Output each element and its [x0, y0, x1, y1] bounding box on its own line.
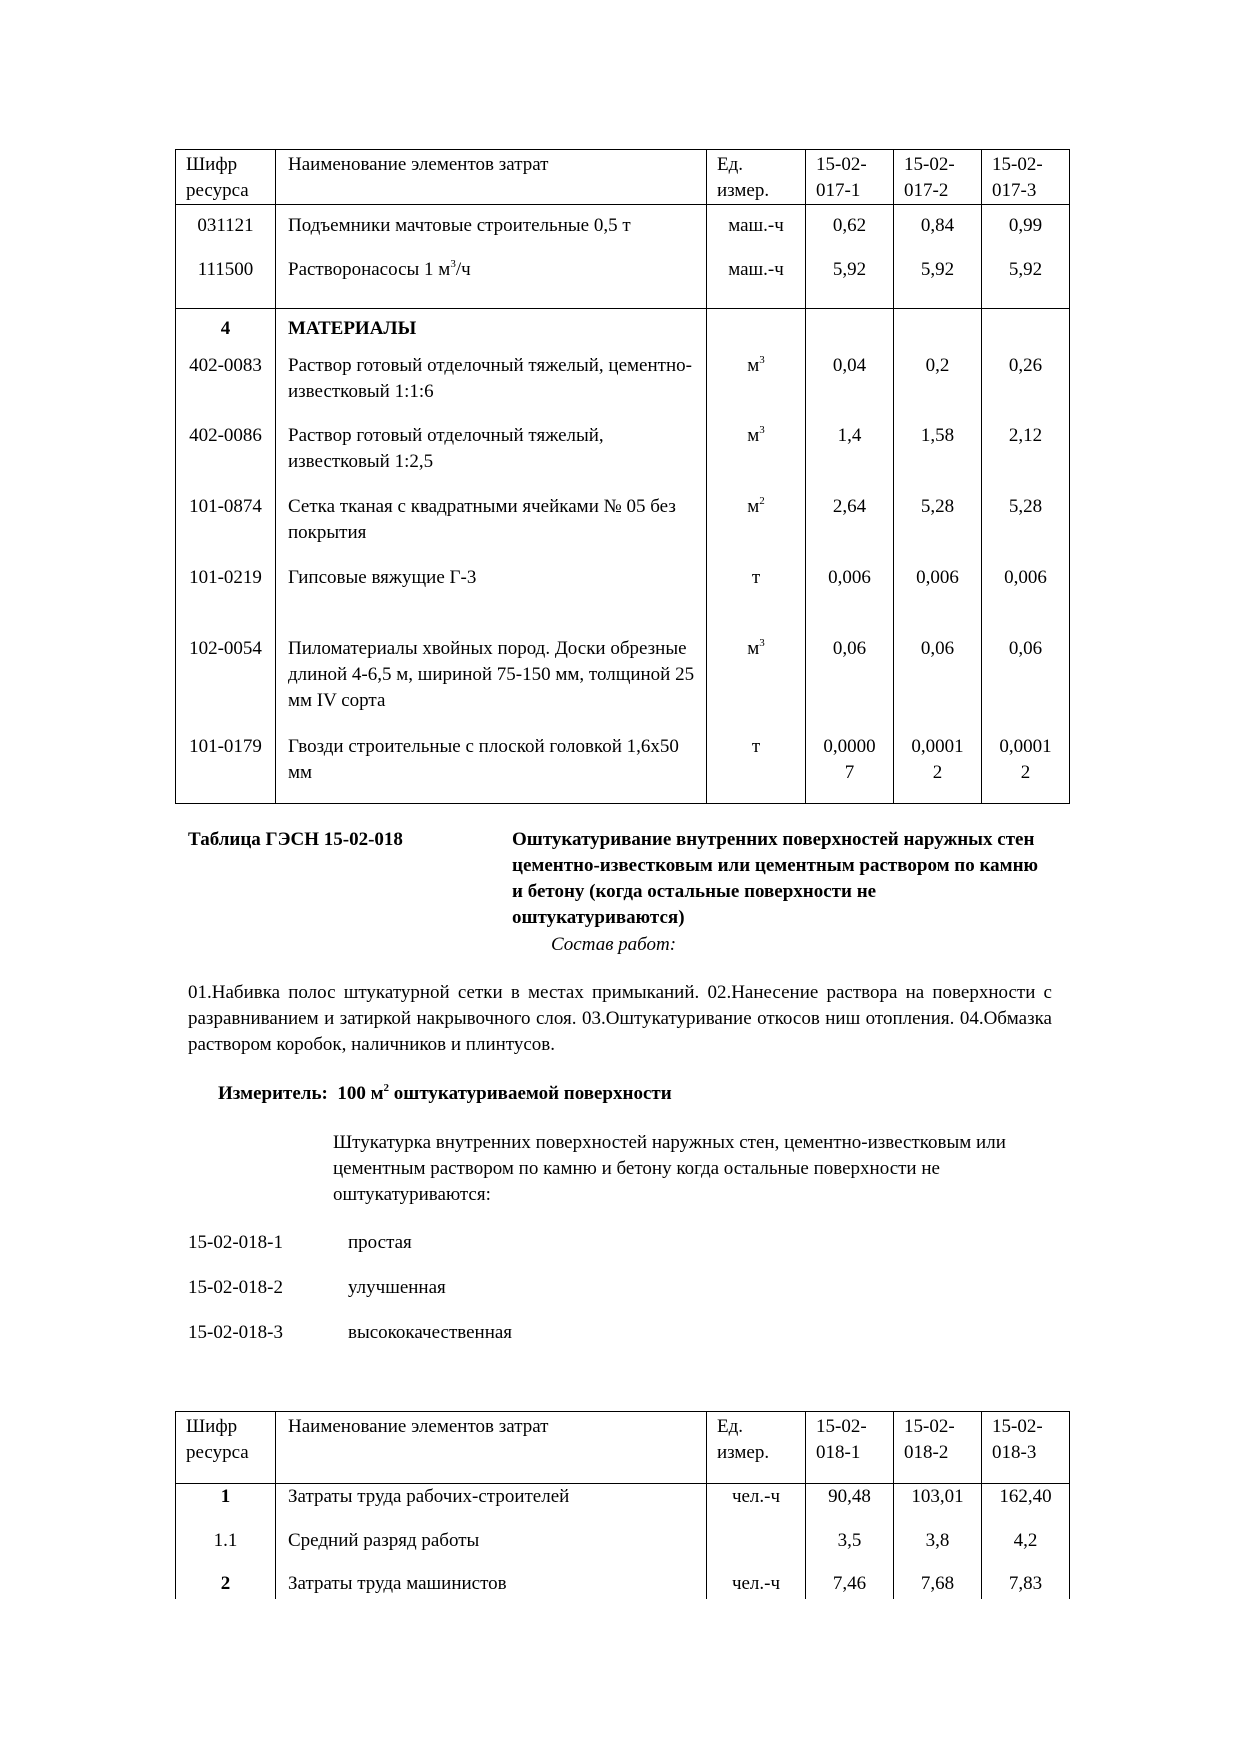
- variant-row: [188, 1320, 788, 1346]
- resource-table-15-02-017: [175, 149, 1070, 804]
- row-value-2: 0,2: [894, 349, 982, 419]
- variant-name: улучшенная: [348, 1277, 446, 1298]
- row-value-1: 0,006: [806, 561, 894, 632]
- description-text: Штукатурка внутренних поверхностей наружных стен, цементно-известковым или цементным раствором по камню и бетону когда остальные поверхности не оштукатуриваются:: [333, 1132, 1006, 1205]
- row-value-1: 90,48: [806, 1484, 894, 1526]
- row-name: [276, 249, 707, 309]
- variant-name: простая: [348, 1232, 412, 1253]
- row-value-3: 0,99: [982, 205, 1070, 249]
- row-code: 101-0179: [176, 730, 276, 804]
- row-unit: [707, 419, 806, 490]
- row-unit: [707, 1526, 806, 1569]
- variant-code: 15-02-018-3: [188, 1322, 283, 1343]
- variant-name: высококачественная: [348, 1322, 513, 1343]
- section-code: 4: [176, 309, 276, 349]
- row-value-2: 103,01: [894, 1484, 982, 1526]
- row-value-2: 5,28: [894, 490, 982, 561]
- row-name: Подъемники мачтовые строительные 0,5 т: [276, 205, 707, 249]
- unit-sup: 3: [759, 423, 765, 436]
- row-value-2: 0,84: [894, 205, 982, 249]
- table-row: [176, 490, 1070, 561]
- row-value-3: 162,40: [982, 1484, 1070, 1526]
- table-row: [176, 419, 1070, 490]
- row-name: Гипсовые вяжущие Г-3: [276, 561, 707, 632]
- resource-table-15-02-018: [175, 1411, 1070, 1599]
- row-value-2: 0,006: [894, 561, 982, 632]
- row-name: Затраты труда машинистов: [276, 1569, 707, 1599]
- unit-text: м: [747, 637, 760, 659]
- meter-label: Измеритель:: [218, 1083, 328, 1104]
- composition-heading: Состав работ:: [551, 934, 677, 955]
- table-row: [176, 249, 1070, 309]
- table-row: [176, 1484, 1070, 1526]
- row-name: Средний разряд работы: [276, 1526, 707, 1569]
- row-unit: [707, 349, 806, 419]
- variant-row: [188, 1230, 788, 1256]
- meter-line: [218, 1081, 918, 1107]
- meter-tail: оштукатуриваемой поверхности: [389, 1083, 672, 1104]
- table-row: [176, 349, 1070, 419]
- row-value-3: 0,26: [982, 349, 1070, 419]
- row-unit: чел.-ч: [707, 1484, 806, 1526]
- row-value-1: 3,5: [806, 1526, 894, 1569]
- row-code: 2: [176, 1569, 276, 1599]
- variant-code: 15-02-018-1: [188, 1232, 283, 1253]
- unit-text: м: [747, 354, 760, 376]
- header-unit: Ед. измер.: [717, 154, 770, 201]
- row-unit: маш.-ч: [707, 205, 806, 249]
- row-code: 102-0054: [176, 632, 276, 730]
- header-code: Шифр ресурса: [186, 154, 249, 201]
- row-value-3: 5,92: [982, 249, 1070, 309]
- row-value-3: 5,28: [982, 490, 1070, 561]
- row-value-2: 0,00012: [894, 730, 982, 804]
- unit-sup: 2: [759, 494, 765, 507]
- row-value-2: 1,58: [894, 419, 982, 490]
- variant-code: 15-02-018-2: [188, 1277, 283, 1298]
- row-value-3: 4,2: [982, 1526, 1070, 1569]
- header-name: Наименование элементов затрат: [288, 154, 549, 175]
- header-col-3: 15-02-018-3: [992, 1416, 1043, 1463]
- meter-value: 100 м: [337, 1083, 384, 1104]
- composition-text: 01.Набивка полос штукатурной сетки в местах примыканий. 02.Нанесение раствора на поверхности с разравниванием и затиркой накрывочного слоя. 03.Оштукатуривание откосов ниш отопления. 04.Обмазка раствором коробок, наличников и плинтусов.: [188, 982, 1052, 1055]
- row-value-1: 1,4: [806, 419, 894, 490]
- row-code: 101-0219: [176, 561, 276, 632]
- row-code: 101-0874: [176, 490, 276, 561]
- row-name: Гвозди строительные с плоской головкой 1,6х50 мм: [276, 730, 707, 804]
- header-col-3: 15-02-017-3: [992, 154, 1043, 201]
- row-unit: [707, 490, 806, 561]
- row-value-2: 7,68: [894, 1569, 982, 1599]
- row-unit: т: [707, 730, 806, 804]
- row-name: Раствор готовый отделочный тяжелый, известковый 1:2,5: [276, 419, 707, 490]
- row-value-1: 2,64: [806, 490, 894, 561]
- table-row: [176, 1569, 1070, 1599]
- row-value-1: 7,46: [806, 1569, 894, 1599]
- row-value-1: 0,00007: [806, 730, 894, 804]
- header-col-2: 15-02-018-2: [904, 1416, 955, 1463]
- row-code: 1: [176, 1484, 276, 1526]
- table-row: [176, 205, 1070, 249]
- table-header: [176, 1412, 1070, 1484]
- header-col-1: 15-02-018-1: [816, 1416, 867, 1463]
- row-value-3: 0,06: [982, 632, 1070, 730]
- row-value-2: 3,8: [894, 1526, 982, 1569]
- variant-row: [188, 1275, 788, 1301]
- row-unit: чел.-ч: [707, 1569, 806, 1599]
- row-value-3: 0,00012: [982, 730, 1070, 804]
- row-value-1: 0,04: [806, 349, 894, 419]
- header-name: Наименование элементов затрат: [288, 1416, 549, 1437]
- row-name: Затраты труда рабочих-строителей: [276, 1484, 707, 1526]
- table-header: [176, 150, 1070, 205]
- header-col-1: 15-02-017-1: [816, 154, 867, 201]
- row-code: 111500: [176, 249, 276, 309]
- meter-sup: 2: [383, 1082, 390, 1094]
- table-title: Оштукатуривание внутренних поверхностей наружных стен цементно-известковым или цементным раствором по камню и бетону (когда остальные поверхности не оштукатуриваются): [512, 829, 1039, 928]
- row-value-1: 0,62: [806, 205, 894, 249]
- table-row: [176, 561, 1070, 632]
- row-code: 1.1: [176, 1526, 276, 1569]
- header-col-2: 15-02-017-2: [904, 154, 955, 201]
- header-code: Шифр ресурса: [186, 1416, 249, 1463]
- row-code: 402-0086: [176, 419, 276, 490]
- row-value-2: 5,92: [894, 249, 982, 309]
- row-code: 402-0083: [176, 349, 276, 419]
- row-name-text: Растворонасосы 1 м: [288, 258, 451, 280]
- row-name-sup: 3: [450, 257, 456, 270]
- table-row: [176, 730, 1070, 804]
- row-code: 031121: [176, 205, 276, 249]
- row-value-1: 0,06: [806, 632, 894, 730]
- section-row: [176, 309, 1070, 349]
- row-value-3: 7,83: [982, 1569, 1070, 1599]
- row-value-1: 5,92: [806, 249, 894, 309]
- unit-text: м: [747, 424, 760, 446]
- unit-text: м: [747, 495, 760, 517]
- row-value-2: 0,06: [894, 632, 982, 730]
- unit-sup: 3: [759, 353, 765, 366]
- row-name: Сетка тканая с квадратными ячейками № 05 без покрытия: [276, 490, 707, 561]
- header-unit: Ед. измер.: [717, 1416, 770, 1463]
- unit-sup: 3: [759, 636, 765, 649]
- row-name-tail: /ч: [455, 258, 471, 280]
- row-name: Пиломатериалы хвойных пород. Доски обрезные длиной 4-6,5 м, шириной 75-150 мм, толщиной 25 мм IV сорта: [276, 632, 707, 730]
- table-row: [176, 632, 1070, 730]
- row-value-3: 2,12: [982, 419, 1070, 490]
- row-name: Раствор готовый отделочный тяжелый, цементно-известковый 1:1:6: [276, 349, 707, 419]
- section-name: МАТЕРИАЛЫ: [276, 309, 707, 349]
- row-unit: маш.-ч: [707, 249, 806, 309]
- table-row: [176, 1526, 1070, 1569]
- table-label: Таблица ГЭСН 15-02-018: [188, 829, 403, 850]
- row-unit: т: [707, 561, 806, 632]
- row-value-3: 0,006: [982, 561, 1070, 632]
- row-unit: [707, 632, 806, 730]
